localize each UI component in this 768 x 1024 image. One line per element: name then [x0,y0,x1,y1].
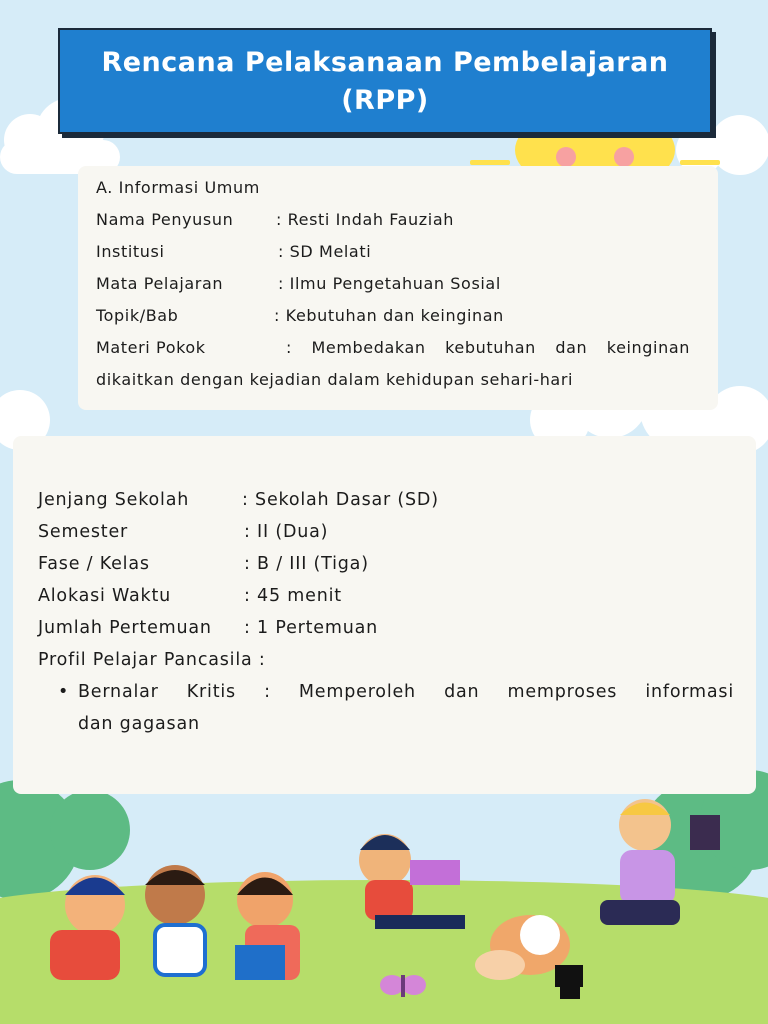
detail-value: : 1 Pertemuan [244,618,379,638]
detail-label: Jenjang Sekolah [38,490,190,510]
bullet-item: Bernalar Kritis : Memperoleh dan memproses informasi [78,682,734,702]
info-label: Materi Pokok [96,338,206,357]
bullet-item-continued: dan gagasan [78,714,200,734]
title-line-2: (RPP) [341,85,429,116]
bullet-icon: • [58,682,70,702]
info-label: Mata Pelajaran [96,274,224,293]
detail-label: Semester [38,522,129,542]
profil-label: Profil Pelajar Pancasila : [38,650,266,670]
info-value: : Resti Indah Fauziah [276,210,454,229]
general-info-card [78,166,718,410]
info-value: : SD Melati [278,242,372,261]
section-title: A. Informasi Umum [96,178,260,197]
butterfly-icon [380,975,426,997]
detail-value: : Sekolah Dasar (SD) [242,490,439,510]
details-card [13,436,756,794]
detail-value: : 45 menit [244,586,342,606]
info-value: : Kebutuhan dan keinginan [274,306,504,325]
detail-label: Fase / Kelas [38,554,150,574]
title-line-1: Rencana Pelaksanaan Pembelajaran [101,47,669,78]
detail-label: Alokasi Waktu [38,586,172,606]
page-title [58,28,712,134]
info-label: Topik/Bab [96,306,179,325]
detail-label: Jumlah Pertemuan [38,618,212,638]
info-label: Nama Penyusun [96,210,234,229]
info-label: Institusi [96,242,165,261]
info-value: : Ilmu Pengetahuan Sosial [278,274,501,293]
detail-value: : II (Dua) [244,522,329,542]
info-value: : Membedakan kebutuhan dan keinginan [286,338,690,357]
detail-value: : B / III (Tiga) [244,554,369,574]
info-value-continued: dikaitkan dengan kejadian dalam kehidupan sehari-hari [96,370,574,389]
